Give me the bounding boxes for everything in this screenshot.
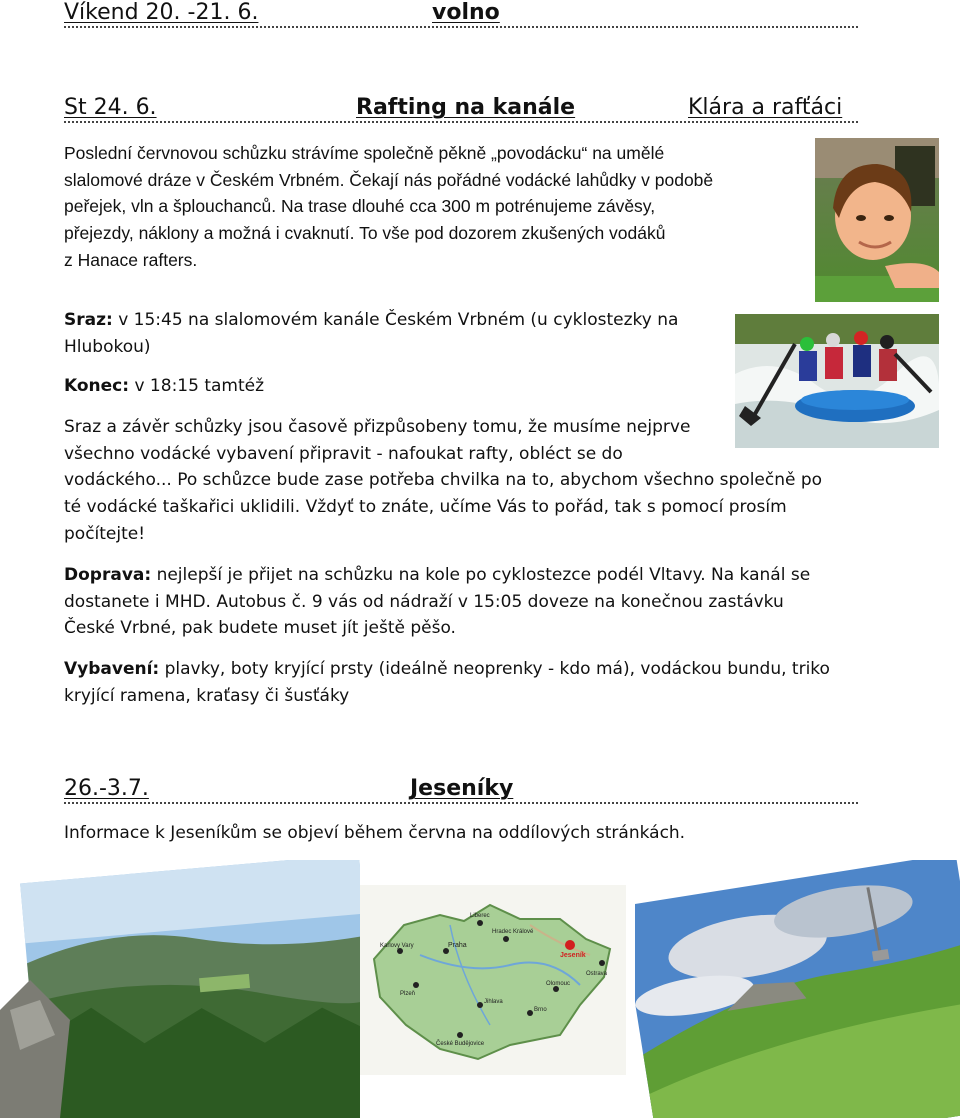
sraz-label: Sraz: <box>64 310 113 330</box>
rafting-date: St 24. 6. <box>64 95 157 120</box>
vybaveni-paragraph <box>64 656 830 709</box>
note-line: té vodácké taškařici uklidili. Vždyť to znáte, učíme Vás to pořád, tak s pomocí prosím <box>64 497 787 518</box>
konec-line <box>64 373 264 400</box>
note-line: počítejte! <box>64 523 146 544</box>
konec-label: Konec: <box>64 376 130 396</box>
note-line: vodáckého... Po schůzce bude zase potřeba chvilka na to, abychom všechno společně po <box>64 470 823 491</box>
map-label-karlovy: Karlovy Vary <box>380 943 414 949</box>
sraz-line-2: Hlubokou) <box>64 336 151 357</box>
konec-text: v 18:15 tamtéž <box>129 376 265 396</box>
map-label-jihlava: Jihlava <box>484 999 503 1005</box>
doprava-line-2: dostanete i MHD. Autobus č. 9 vás od nádraží v 15:05 doveze na konečnou zastávku <box>64 591 784 612</box>
vybaveni-line-2: kryjící ramena, kraťasy či šusťáky <box>64 685 350 706</box>
intro-line: peřejek, vln a šplouchanců. Na trase dlouhé cca 300 m potrénujeme závěsy, <box>64 196 656 217</box>
doprava-line-3: České Vrbné, pak budete muset jít ještě pěšo. <box>64 618 456 639</box>
vybaveni-line-1 <box>64 656 830 683</box>
doprava-paragraph <box>64 562 810 642</box>
mountain-photo-right <box>635 860 960 1118</box>
vybaveni-label: Vybavení: <box>64 659 160 679</box>
weekend-header <box>64 0 858 28</box>
meeting-info <box>64 307 678 360</box>
map-label-liberec: Liberec <box>470 913 490 919</box>
note-line: Sraz a závěr schůzky jsou časově přizpůsobeny tomu, že musíme nejprve <box>64 417 691 437</box>
map-label-hradec: Hradec Králové <box>492 929 534 935</box>
rafting-intro <box>64 140 713 274</box>
vybaveni-text: plavky, boty kryjící prsty (ideálně neoprenky - kdo má), vodáckou bundu, triko <box>159 659 830 679</box>
map-label-jesenik: Jeseník <box>560 952 586 959</box>
rafting-header <box>64 95 858 123</box>
map-label-brno: Brno <box>534 1007 547 1013</box>
map-label-praha: Praha <box>448 942 467 949</box>
map-label-olomouc: Olomouc <box>546 981 571 987</box>
jeseniky-title: Jeseníky <box>410 776 514 801</box>
map-label-budejovice: České Budějovice <box>436 1041 485 1047</box>
weekend-status: volno <box>432 0 500 25</box>
jeseniky-info <box>64 820 685 847</box>
jeseniky-date: 26.-3.7. <box>64 776 149 801</box>
note-paragraph <box>64 414 822 548</box>
sraz-text: v 15:45 na slalomovém kanále Českém Vrbném (u cyklostezky na <box>112 310 679 330</box>
map-label-ostrava: Ostrava <box>586 971 608 977</box>
rafting-leader: Klára a rafťáci <box>688 95 843 120</box>
boy-photo <box>815 138 939 302</box>
jeseniky-header <box>64 776 858 804</box>
sraz-line-1 <box>64 307 678 334</box>
doprava-line-1 <box>64 562 810 589</box>
intro-line: Poslední červnovou schůzku strávíme společně pěkně „povodácku“ na umělé <box>64 143 665 163</box>
mountain-photo-left <box>0 860 360 1118</box>
jeseniky-info-line: Informace k Jeseníkům se objeví během června na oddílových stránkách. <box>64 823 686 843</box>
konec-info <box>64 373 264 400</box>
czech-map <box>360 885 626 1075</box>
rafting-title: Rafting na kanále <box>356 95 576 120</box>
weekend-date: Víkend 20. -21. 6. <box>64 0 259 25</box>
intro-line: přejezdy, náklony a možná i cvaknutí. To vše pod dozorem zkušených vodáků <box>64 223 666 244</box>
doprava-label: Doprava: <box>64 565 152 585</box>
intro-line: slalomové dráze v Českém Vrbném. Čekají nás pořádné vodácké lahůdky v podobě <box>64 169 714 190</box>
note-line: všechno vodácké vybavení připravit - nafoukat rafty, obléct se do <box>64 443 623 464</box>
intro-line: z Hanace rafters. <box>64 249 198 270</box>
map-label-plzen: Plzeň <box>400 991 416 997</box>
doprava-text: nejlepší je přijet na schůzku na kole po cyklostezce podél Vltavy. Na kanál se <box>151 565 811 585</box>
